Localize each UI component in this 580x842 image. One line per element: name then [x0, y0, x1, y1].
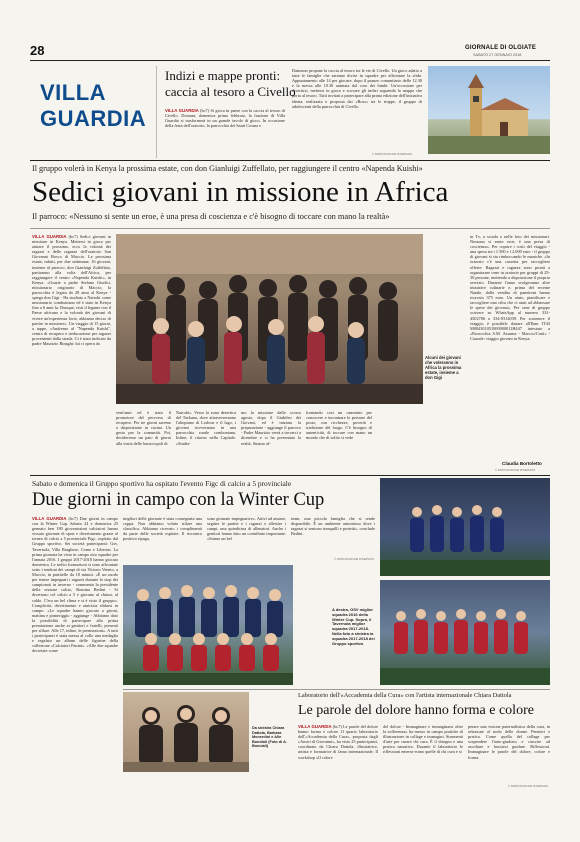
main-col5-text: frontando così un cammino per conoscere e incontrare le persone del posto, con ricchezze, povertà e tradizione del luogo. C'è bisogno di autenticità, di toccare con mano un mondo che di solito si vede: [306, 410, 372, 441]
top-story-body1: (bc7) Si gioca in paese con la caccia al tesoro di Civello. Domani, domenica primo febbraio, la frazione di Villa Guardia si trasformerà in un grande tavolo di gioco. In occasione della festa dell'oratorio, la parrocchia dei Santi Cosma e: [165, 108, 285, 129]
main-col1: [32, 234, 111, 472]
lab-col1-text: (bc7) Le parole del dolore hanno forma e colore. Il quarto laboratorio dell'«Accademia della Cura», proposta dagli «Amici di Giovanni», ha visto 25 partecipanti, coordinato da Chiara Dattola, illustratrice, artista e formatrice di fama internazionale. Il workshop «Il colore: [298, 724, 378, 760]
winter-col4-text: team, una piccola famiglia che si rende disponibile. È un ambiente armonioso dove i ragazzi si sentono tranquilli e protetti», conclude Bedini.: [291, 516, 375, 537]
lab-col3-text: perare una visione paternalistica della cura, in relazione al nodo delle donne. Pensieri e pratica. Come quella del collage per sospendere l'auto-giudizio e riuscire ad ascoltare e lasciarsi guidare. Riflessioni. Immaginare le parole del dolore, colore e forma.: [468, 724, 550, 760]
winter-col1-text: (bc7) Due giorni in campo con la Winter Cup. Sabato 24 e domenica 25 gennaio ben 180 giovanissimi calciatori hanno vissuto giornate di sport e divertimento grazie al torneo di calcio a 5 provinciale Figc, ospitato dal Gruppo sportivo. Sei società partecipanti: Gsv, Tavernola, Villa Braghese, Como e Libertas. La prima giornata ha visto in campo otto squadre per l'annata 2016. I gruppi 2017-2018 hanno giocato domenica. Le sedici formazioni si sono affrontate sotto i tendoni dei campi di via Vittorio Veneto, a Maccio, in partitelle da 18 minuti. «È un modo per tenere impegnati i ragazzi durante lo stop dei campionati in inverno - commenta la presidente della sezione calcio, Romina Bedini - Si divertono col calcio a 5 e giocano al chiuso, al caldo. C'era un bel clima e si è visto il gruppo». Complicità, divertimento e amicizia sfidarsi in campo. «Le squadre hanno giocato a gironi, mattina e pomeriggio - aggiunge - Abbiamo dato la possibilità di partecipare alla prima premiazione anche ai genitori e fratelli, presenti per sfilare. Alle 17, infine, le premiazioni». A tutti i partecipanti è stata messa al collo una medaglia e regalato un album delle figurine della collezione «Calciatori Panini». «Alle due squadre decretate come: [32, 516, 118, 654]
divider-4: [123, 689, 550, 690]
winter-col2: [123, 516, 202, 562]
winter-col4: [291, 516, 375, 556]
main-col5: [306, 410, 372, 472]
divider-2: [30, 228, 550, 229]
team-photo-tavernola: [380, 478, 550, 576]
main-col3-text: Nairobi». Verso la zona desertica del Turkana, dove attraverseranno l'altopiano di Lodwar e il lago, i giovani riceveranno in una parrocchia rurale comboniana. Infine, il ritorno nella Capitale. «Studia-: [176, 410, 236, 446]
main-headline: Sedici giovani in missione in Africa: [32, 176, 449, 208]
winter-photo-caption: A destra, GSV miglior squadra 2016 della Winter Cup. Sopra, il Tavernola miglior squadra 2017-2018. Nella foto a sinistra la squadra 2017-2018 del Gruppo sportivo: [332, 607, 375, 646]
main-kicker: Il gruppo volerà in Kenya la prossima estate, con don Gianluigi Zuffellato, per raggiungere il centro «Napenda Kuishi»: [32, 164, 423, 173]
team-photo-2017-2018: [380, 580, 550, 685]
main-col4: [241, 410, 301, 472]
winter-kicker: Sabato e domenica il Gruppo sportivo ha ospitato l'evento Figc di calcio a 5 provinciale: [32, 479, 292, 488]
top-story-copyright: © RIPRODUZIONE RISERVATA: [372, 152, 413, 156]
top-story-title-2: caccia al tesoro a Civello: [165, 84, 296, 99]
main-copyright: © RIPRODUZIONE RISERVATA: [495, 468, 536, 472]
issue-date: SABATO 27 GENNAIO 2018: [473, 53, 522, 57]
divider-3: [30, 475, 550, 476]
main-col2-text: vent'anni ed è stato il promotore del percorso di recupero. Per tre giorni saremo a disposizione in cucina. Un gesto per la comunità. Poi, decideremo un paio di giorni alla visita delle baraccopoli di: [116, 410, 171, 446]
lab-kicker: Laboratorio dell'«Accademia della Cura» con l'artista internazionale Chiara Dattola: [298, 692, 512, 699]
lab-col1: [298, 724, 378, 786]
winter-headline: Due giorni in campo con la Winter Cup: [32, 490, 325, 510]
page-number: 28: [30, 43, 45, 58]
winter-col1: [32, 516, 118, 830]
section-label: [30, 66, 157, 158]
group-silhouettes: [116, 234, 423, 404]
header-rule: [30, 60, 550, 61]
section-line2: GUARDIA: [40, 106, 147, 131]
church-illustration: [428, 66, 550, 154]
main-col1-text: (bc7) Sedici giovani in missione in Kenya. Mettersi in gioco per aiutare il prossimo, ecco la volontà dei ragazzi e delle ragazze dell'oratorio San Giovanni Bosco di Maccio. La prossima estate, infatti, per due settimane, 16 giovani, insieme al parroco, don Gianluigi Zuffellato, partiranno alla volta dell'Africa, per raggiungere il centro «Napenda Kuishi», in Kenya. «Grazie a padre Stefano Giudici, missionario originario di Maccio, la parrocchia è legata da 28 anni al Kenya - spiega don Gigi - Ha studiato a Nairobi come missionario comboniano ed è stato in Kenya fino a 6 anni fa. Dunque, visti il legame con il Paese africano e la volontà dei giovani di vivere un'esperienza forte, abbiamo deciso di partire in missione». Un viaggio di 15 giorni, a tappe, «Andremo al "Napenda Kuishi", centro di recupero e rieducazione per ragazzi provenienti dalla strada. Ci è stato indicato da padre Maurizio Binaghi: lui ci opera da: [32, 234, 111, 346]
winter-col2-text: migliori delle giornate è stata consegnata una coppa. Non abbiamo voluto stilare una classifica. Abbiamo ricevuto i complimenti da parte delle società ospitate. Il riscontro positivo ripaga,: [123, 516, 202, 542]
winter-col3-text: sono giornate impegnative». Attivi ad aiutare, seguire le partite e i ragazzi e allestire i campi, una quindicina di allenatori. Anche i genitori hanno dato un contributo importante. «Siamo un bel: [207, 516, 286, 542]
lab-col3: [468, 724, 550, 782]
top-story-lead: VILLA GUARDIA: [165, 108, 199, 113]
lab-copyright: © RIPRODUZIONE RISERVATA: [508, 784, 549, 788]
lab-photo-caption: Da sinistra Chiara Dattola, Barbara Monerdini e Alle Bondioli (Foto di A. Bonciali): [252, 726, 287, 749]
team-gsv-silhouettes: [123, 565, 293, 685]
lab-col2-text: del dolore - Immaginare e immaginarsi oltre la sofferenza» ha messo in campo pratiche di illustrazione in collage e immagini. Strumenti d'arte per curare chi cura. È il disegno e una pratica narrativa. Durante il laboratorio le riflessioni emerse erano quelle di chi cura e si: [383, 724, 463, 755]
church-photo: [428, 66, 550, 154]
main-col4-text: mo la missione dallo scorso agosto, dopo il Giubileo dei Giovani, ed è iniziata la preparazione - aggiunge il parroco - Padre Maurizio verrà a trovarci a dicembre e ci ha presentato la realtà. Stiamo af-: [241, 410, 301, 446]
winter-copyright: © RIPRODUZIONE RISERVATA: [334, 557, 375, 561]
section-line1: VILLA: [40, 80, 107, 105]
lab-col2: [383, 724, 463, 786]
lab-headline: Le parole del dolore hanno forma e colore: [298, 703, 534, 718]
team-tavernola-silhouettes: [380, 478, 550, 576]
main-col6: [470, 234, 550, 460]
top-story-body2: Damiano propone la caccia al tesoro tra le vie di Civello. Un gioco adatto a tutte le famiglie che saranno divise in squadre per affrontare la sfida. Appuntamento alle 14 per giocare, dopo il pranzo comunitario delle 12.30 e la messa alle 10.30 animata dal coro dei bimbi. Un'occasione per divertirsi, mettersi in gioco e scovare gli indizi seguendo la mappa che porta al tesoro. Tutti invitati a partecipare alla prima edizione dell'iniziativa ideata, realizzata e proposta dai «Boss» tra le truppe, il gruppo di adolescenti della parrocchia di Civello.: [292, 68, 422, 109]
lab-lead: VILLA GUARDIA: [298, 724, 332, 729]
main-col3: [176, 410, 236, 472]
team-2017-silhouettes: [380, 580, 550, 685]
top-story-title-1: Indizi e mappe pronti:: [165, 68, 281, 83]
winter-col3: [207, 516, 286, 562]
main-col6-text: in Tv, a scuola o nelle foto dei missionari. Nessuno si sente eroe, è una presa di coscienza». Per coprire i costi del viaggio - una spesa tra i 1.500 e i 2.000 euro - il gruppo di giovani si sta rimboccando le maniche. «In oratorio c'è una cassetta per raccogliere offerte. Ragazzi e ragazze sono pronti a organizzare cene in oratorio per gruppi di 25-30 persone, mettendo a disposizione il proprio servizio. Durante l'anno svolgeranno altre iniziative culinarie e, prima del recente Natale, dalla vendita di panettoni hanno ricavato 375 euro. Un aiuto, pianificare e raccogliere una cifra che ci aiuti ad abbassare le spese dei giovani». Per cene di gruppo scrivere su WhatsApp al numero 331-4502706 o 334-8314039. Per sostenere il viaggio, è possibile donare all'Iban IT43 M084301051000000011H447 intestato a «Parrocchia S.M. Assunta - Maccio/Cartì» - Causale: viaggio giovani in Kenya.: [470, 234, 550, 341]
main-lead: VILLA GUARDIA: [32, 234, 67, 239]
missione-group-photo: [116, 234, 423, 404]
paper-name: GIORNALE DI OLGIATE: [465, 45, 537, 51]
lab-photo: [123, 692, 249, 772]
top-story-col2: [292, 68, 422, 152]
divider-1: [30, 160, 550, 161]
lab-photo-silhouettes: [123, 692, 249, 772]
main-subhead: Il parroco: «Nessuno si sente un eroe, è una presa di coscienza e c'è bisogno di toccare con mano la realtà»: [32, 212, 390, 221]
missione-photo-caption: Alcuni dei giovani che voleranno in Africa la prossima estate, insieme a don Gigi: [425, 355, 462, 380]
winter-lead: VILLA GUARDIA: [32, 516, 67, 521]
main-col2: [116, 410, 171, 472]
main-byline: Claudia Bortoletto: [502, 461, 542, 466]
top-story-col1: [165, 108, 285, 156]
team-photo-gsv: [123, 565, 293, 685]
